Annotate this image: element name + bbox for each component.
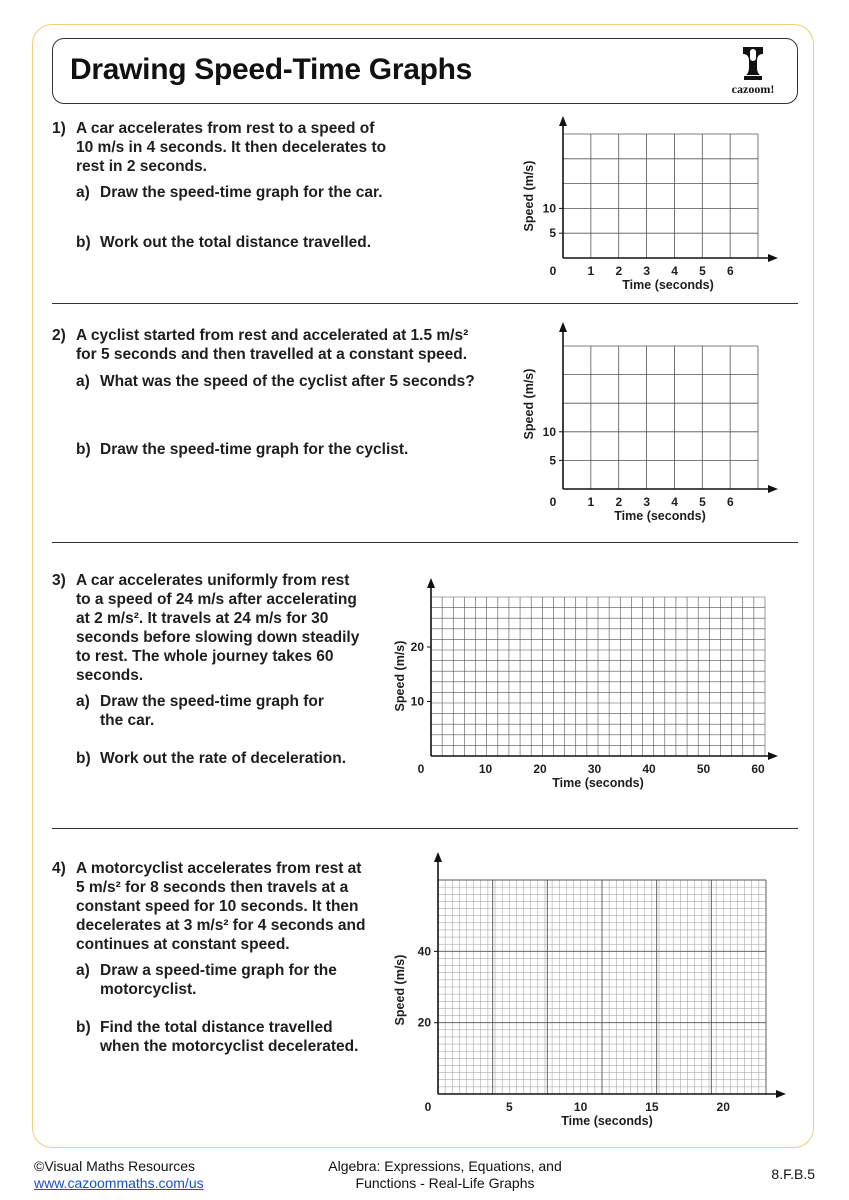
- question-line: to a speed of 24 m/s after accelerating: [76, 591, 357, 608]
- logo-text: cazoom!: [731, 82, 775, 96]
- x-tick-label: 3: [643, 264, 651, 278]
- question-number: 1): [52, 120, 66, 137]
- divider: [52, 828, 798, 829]
- question-line: A car accelerates from rest to a speed of: [76, 120, 375, 137]
- y-axis-label: Speed (m/s): [393, 954, 407, 1026]
- footer-left: [34, 1158, 204, 1192]
- x-axis-label: Time (seconds): [622, 278, 714, 292]
- x-tick-label: 5: [505, 1100, 513, 1114]
- question-1-part-a: [76, 183, 480, 202]
- question-number: 3): [52, 572, 66, 589]
- y-tick-label: 5: [549, 453, 556, 468]
- part-label: a): [76, 693, 90, 710]
- question-line: A car accelerates uniformly from rest: [76, 572, 350, 589]
- x-tick-label: 30: [587, 762, 602, 776]
- y-tick-label: 5: [549, 226, 556, 241]
- part-label: a): [76, 373, 90, 390]
- x-tick-label: 4: [671, 495, 678, 509]
- x-tick-label: 60: [751, 762, 765, 776]
- question-line: to rest. The whole journey takes 60: [76, 648, 334, 665]
- question-3: [52, 571, 386, 685]
- x-axis-label: Time (seconds): [552, 776, 644, 790]
- question-line: for 5 seconds and then travelled at a constant speed.: [76, 346, 468, 363]
- divider: [52, 542, 798, 543]
- page-title: Drawing Speed-Time Graphs: [70, 53, 473, 86]
- x-tick-label: 3: [643, 495, 651, 509]
- part-label: a): [76, 962, 90, 979]
- question-line: constant speed for 10 seconds. It then: [76, 898, 359, 915]
- y-tick-label: 40: [417, 944, 431, 959]
- question-1: [52, 119, 476, 176]
- logo-icon: [723, 45, 783, 85]
- y-axis-label: Speed (m/s): [522, 160, 536, 232]
- part-text: the car.: [100, 712, 155, 729]
- question-4-part-b: [76, 1018, 390, 1056]
- part-text: Work out the rate of deceleration.: [100, 750, 347, 767]
- x-axis-label: Time (seconds): [614, 509, 706, 523]
- question-line: seconds.: [76, 667, 144, 684]
- question-line: 10 m/s in 4 seconds. It then decelerates to: [76, 139, 387, 156]
- part-label: b): [76, 750, 91, 767]
- y-tick-label: 20: [410, 640, 424, 654]
- copyright: ©Visual Maths Resources: [34, 1158, 196, 1174]
- y-tick-label: 20: [417, 1015, 431, 1030]
- question-line: rest in 2 seconds.: [76, 158, 207, 175]
- question-2-part-a: [76, 372, 500, 391]
- origin-label: 0: [549, 264, 557, 278]
- question-line: continues at constant speed.: [76, 936, 290, 953]
- question-4-part-a: [76, 961, 390, 999]
- topic-line: Algebra: Expressions, Equations, and: [328, 1158, 562, 1174]
- part-text: What was the speed of the cyclist after 5 seconds?: [100, 373, 475, 390]
- x-tick-label: 6: [727, 264, 734, 278]
- origin-label: 0: [424, 1100, 432, 1114]
- question-line: seconds before slowing down steadily: [76, 629, 360, 646]
- question-2-part-b: [76, 440, 480, 459]
- origin-label: 0: [549, 495, 557, 509]
- y-axis-label: Speed (m/s): [522, 368, 536, 440]
- x-tick-label: 20: [716, 1100, 730, 1114]
- topic-line: Functions - Real-Life Graphs: [355, 1175, 535, 1191]
- x-tick-label: 6: [727, 495, 734, 509]
- divider: [52, 303, 798, 304]
- question-line: decelerates at 3 m/s² for 4 seconds and: [76, 917, 366, 934]
- question-line: A motorcyclist accelerates from rest at: [76, 860, 362, 877]
- cazoom-logo: [723, 45, 783, 97]
- x-tick-label: 1: [587, 264, 595, 278]
- y-tick-label: 10: [542, 201, 556, 216]
- x-tick-label: 5: [699, 264, 706, 278]
- x-tick-label: 40: [642, 762, 656, 776]
- x-axis-label: Time (seconds): [561, 1114, 653, 1128]
- part-label: a): [76, 184, 90, 201]
- question-number: 4): [52, 860, 66, 877]
- footer-topic: [300, 1158, 590, 1192]
- question-3-part-a: [76, 692, 390, 730]
- question-line: at 2 m/s². It travels at 24 m/s for 30: [76, 610, 329, 627]
- part-text: Draw the speed-time graph for the car.: [100, 184, 383, 201]
- part-text: Draw the speed-time graph for: [100, 693, 324, 710]
- part-label: b): [76, 234, 91, 251]
- part-text: motorcyclist.: [100, 981, 197, 998]
- x-tick-label: 20: [533, 762, 547, 776]
- question-4: [52, 859, 386, 954]
- x-tick-label: 4: [671, 264, 678, 278]
- x-tick-label: 2: [615, 264, 623, 278]
- x-tick-label: 5: [699, 495, 706, 509]
- y-axis-label: Speed (m/s): [393, 640, 407, 712]
- standard-code: 8.F.B.5: [771, 1166, 815, 1182]
- x-tick-label: 10: [573, 1100, 588, 1114]
- part-text: when the motorcyclist decelerated.: [100, 1038, 359, 1055]
- part-text: Work out the total distance travelled.: [100, 234, 372, 251]
- y-tick-label: 10: [410, 694, 424, 709]
- x-tick-label: 15: [645, 1100, 659, 1114]
- question-3-part-b: [76, 749, 390, 768]
- question-1-part-b: [76, 233, 480, 252]
- question-line: A cyclist started from rest and accelerated at 1.5 m/s²: [76, 327, 469, 344]
- x-tick-label: 10: [478, 762, 493, 776]
- part-text: Draw a speed-time graph for the: [100, 962, 337, 979]
- x-tick-label: 50: [696, 762, 711, 776]
- website-link[interactable]: www.cazoommaths.com/us: [34, 1175, 204, 1191]
- x-tick-label: 1: [587, 495, 595, 509]
- x-tick-label: 2: [615, 495, 623, 509]
- y-tick-label: 10: [542, 424, 556, 439]
- title-box: [52, 38, 798, 104]
- part-label: b): [76, 441, 91, 458]
- question-line: 5 m/s² for 8 seconds then travels at a: [76, 879, 349, 896]
- question-number: 2): [52, 327, 66, 344]
- part-label: b): [76, 1019, 91, 1036]
- question-2: [52, 326, 496, 364]
- part-text: Draw the speed-time graph for the cyclist.: [100, 441, 409, 458]
- origin-label: 0: [417, 762, 425, 776]
- part-text: Find the total distance travelled: [100, 1019, 333, 1036]
